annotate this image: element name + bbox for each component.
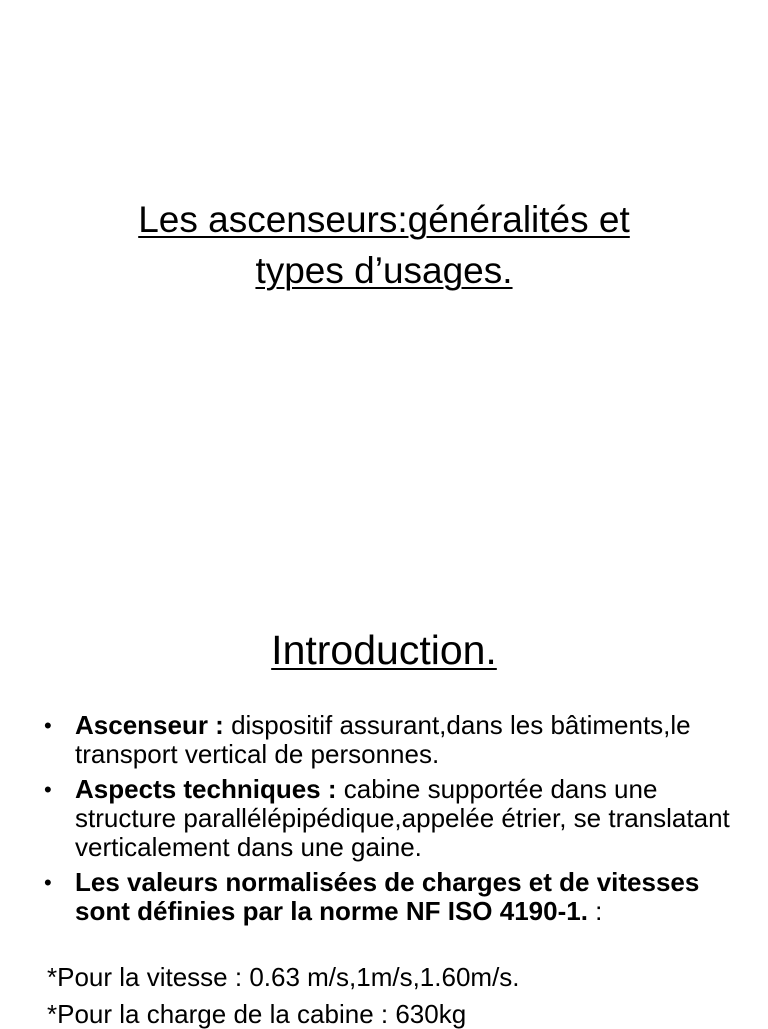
bullet-text: dispositif assurant,dans les bâtiments,le transport vertical de personnes. bbox=[75, 710, 691, 769]
bullet-icon: • bbox=[44, 777, 52, 802]
main-title-line-1: Les ascenseurs:généralités et bbox=[138, 199, 630, 240]
main-title-line-2: types d’usages. bbox=[255, 250, 513, 291]
speed-values-line: *Pour la vitesse : 0.63 m/s,1m/s,1.60m/s. bbox=[47, 962, 520, 992]
bullet-item-aspects-techniques bbox=[44, 775, 744, 862]
introduction-slide bbox=[0, 576, 768, 1029]
bullet-text: cabine supportée dans une structure parallélépipédique,appelée étrier, se translatant verticalement dans une gaine. bbox=[75, 774, 730, 862]
bullet-icon: • bbox=[44, 870, 52, 895]
bullet-list bbox=[44, 711, 744, 932]
bullet-icon: • bbox=[44, 713, 52, 738]
introduction-heading: Introduction. bbox=[271, 627, 497, 673]
bullet-item-ascenseur bbox=[44, 711, 744, 769]
bullet-item-valeurs-normalisees bbox=[44, 868, 744, 926]
load-values-line: *Pour la charge de la cabine : 630kg bbox=[47, 999, 467, 1029]
bullet-term: Les valeurs normalisées de charges et de vitesses sont définies par la norme NF ISO 4190-1. bbox=[75, 867, 700, 926]
bullet-term: Aspects techniques : bbox=[75, 774, 337, 804]
bullet-text: : bbox=[587, 896, 603, 926]
bullet-term: Ascenseur : bbox=[75, 710, 224, 740]
main-title bbox=[40, 194, 728, 296]
